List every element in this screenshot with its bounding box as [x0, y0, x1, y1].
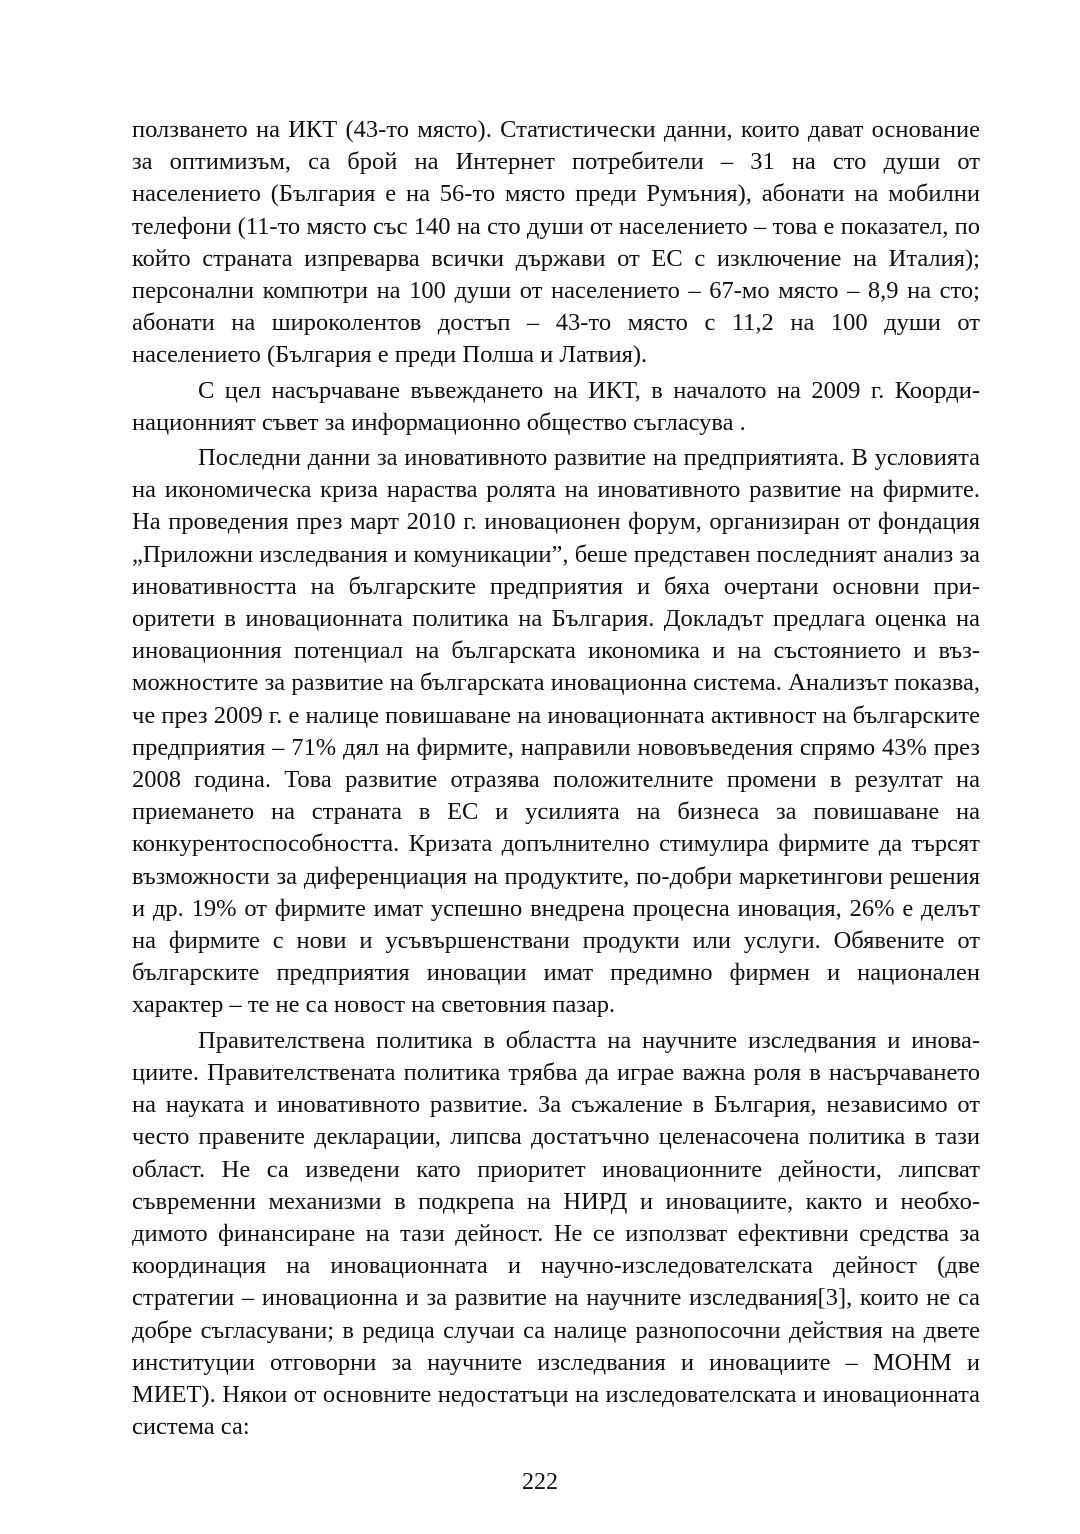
paragraph-innovation-data: Последни данни за иновативното развитие на предприятията. В условията на икономическа криза нараства ролята на иновативното развитие на фирмите. На проведения през март 2010 г. иновационен форум, организиран от фондация „Приложни изследвания и комуникации”, беше представен последният анализ за иновативността на българските предприятия и бяха очертани основни приоритети в иновационната политика на България. Докладът предлага оценка на иновационния потенциал на българската икономика и на състоянието и възможностите за развитие на българската иновационна система. Анализът показва, че през 2009 г. е налице повишаване на иновационната активност на българските предприятия – 71% дял на фирмите, направили нововъведения спрямо 43% през 2008 година. Това развитие отразява положителните промени в резултат на приемането на страната в ЕС и усилията на бизнеса за повишаване на конкурентоспособността. Кризата допълнително стимулира фирмите да търсят възможности за диференциация на продуктите, по-добри маркетингови решения и др. 19% от фирмите имат успешно внедрена процесна иновация, 26% е делът на фирмите с нови и усъвършенствани продукти или услуги. Обявените от българските предприятия иновации имат предимно фирмен и национален характер – те не са новост на световния пазар.: [132, 444, 980, 1019]
document-body: [132, 114, 980, 1446]
paragraph-ict-statistics: ползването на ИКТ (43-то място). Статистически данни, които дават основание за оптимизъм, са брой на Интернет потребители – 31 на сто души от населението (България е на 56-то място преди Румъния), абонати на мобилни телефони (11-то място със 140 на сто души от населението – това е показател, по който страната изпреварва всички държави от ЕС с изключение на Италия); персонални компютри на 100 души от населението – 67-мо място – 8,9 на сто; абонати на широколентов достъп – 43-то място с 11,2 на 100 души от населението (България е преди Полша и Латвия).: [132, 116, 980, 369]
paragraph-government-policy: Правителствена политика в областта на научните изследвания и иновациите. Правителствената политика трябва да играе важна роля в насърчаването на науката и иновативното развитие. За съжаление в България, независимо от често правените декларации, липсва достатъчно целенасочена политика в тази област. Не са изведени като приоритет иновационните дейности, липсват съвременни механизми в подкрепа на НИРД и иновациите, както и необходимото финансиране на тази дейност. Не се използват ефективни средства за координация на иновационната и научно-изследователската дейност (две стратегии – иновационна и за развитие на научните изследвания[3], които не са добре съгласувани; в редица случаи са налице разнопосочни действия на двете институции отговорни за научните изследвания и иновациите – МОНМ и МИЕТ). Някои от основните недостатъци на изследователската и иновационната система са:: [132, 1026, 980, 1441]
paragraph-coordination-council: С цел насърчаване въвеждането на ИКТ, в началото на 2009 г. Координационният съвет за информационно общество съгласува .: [132, 376, 980, 436]
page-number: 222: [522, 1469, 558, 1495]
